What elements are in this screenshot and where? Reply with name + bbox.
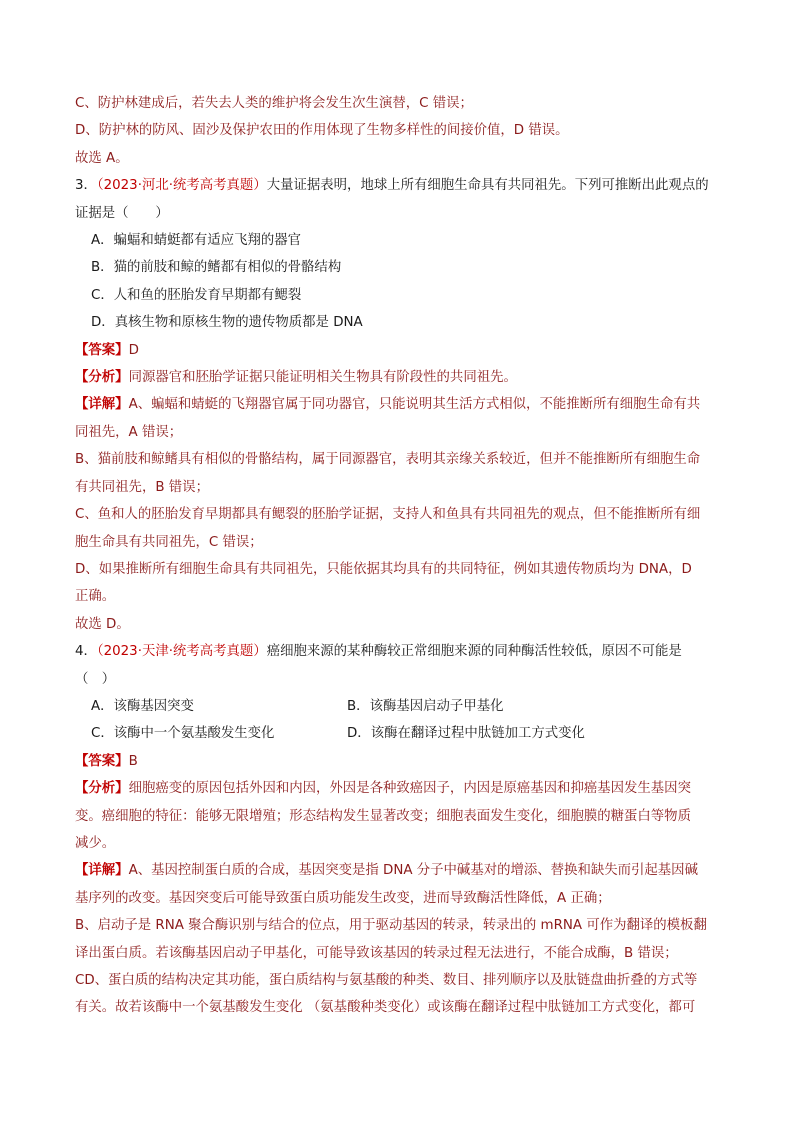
q3-option-a: A．蝙蝠和蜻蜓都有适应飞翔的器官 bbox=[91, 233, 302, 249]
q4-number: 4． bbox=[75, 644, 97, 660]
q3-detail-text: A、蝙蝠和蜻蜓的飞翔器官属于同功器官，只能说明其生活方式相似，不能推断所有细胞生命有共 bbox=[128, 397, 701, 413]
q3-option-d: D．真核生物和原核生物的遗传物质都是 DNA bbox=[91, 315, 363, 331]
q3-answer-value: D bbox=[128, 342, 139, 358]
q4-analysis-text: 细胞癌变的原因包括外因和内因，外因是各种致癌因子，内因是原癌基因和抑癌基因发生基因突 bbox=[128, 781, 691, 797]
q4-detail-text: A、基因控制蛋白质的合成，基因突变是指 DNA 分子中碱基对的增添、替换和缺失而引起基因碱 bbox=[128, 863, 698, 879]
q3-detail-line8: 正确。 bbox=[75, 589, 116, 605]
q4-detail-line3: B、启动子是 RNA 聚合酶识别与结合的位点，用于驱动基因的转录，转录出的 mRNA 可作为翻译的模板翻 bbox=[75, 918, 707, 934]
q4-analysis-line2: 变。癌细胞的特征：能够无限增殖；形态结构发生显著改变；细胞表面发生变化，细胞膜的糖蛋白等物质 bbox=[75, 808, 691, 824]
q4-source: （2023·天津·统考高考真题） bbox=[96, 644, 267, 660]
q4-answer-value: B bbox=[128, 753, 138, 769]
document-content bbox=[75, 90, 725, 1022]
q4-option-d: D．该酶在翻译过程中肽链加工方式变化 bbox=[347, 726, 585, 742]
q3-stem-line2: 证据是（ ） bbox=[75, 205, 169, 221]
q3-detail-tag: 【详解】 bbox=[75, 397, 129, 413]
q4-detail-line4: 译出蛋白质。若该酶基因启动子甲基化，可能导致该基因的转录过程无法进行，不能合成酶，B 错误； bbox=[75, 945, 678, 961]
q3-answer bbox=[75, 337, 725, 364]
q3-detail-line1 bbox=[75, 391, 725, 418]
q4-detail-line5: CD、蛋白质的结构决定其功能，蛋白质结构与氨基酸的种类、数目、排列顺序以及肽链盘曲折叠的方式等 bbox=[75, 973, 698, 988]
q3-option-b: B．猫的前肢和鲸的鳍都有相似的骨骼结构 bbox=[91, 260, 342, 276]
q4-analysis-tag: 【分析】 bbox=[75, 781, 129, 797]
q4-detail-line1 bbox=[75, 857, 725, 884]
q3-source: （2023·河北·统考高考真题） bbox=[96, 178, 267, 194]
q3-analysis-tag: 【分析】 bbox=[75, 370, 129, 386]
q4-analysis-line1 bbox=[75, 775, 725, 802]
q4-detail-tag: 【详解】 bbox=[75, 863, 129, 879]
q3-analysis bbox=[75, 364, 725, 391]
q4-option-a: A．该酶基因突变 bbox=[91, 698, 194, 714]
q3-answer-tag: 【答案】 bbox=[75, 342, 129, 358]
q3-detail-line2: 同祖先，A 错误； bbox=[75, 424, 183, 440]
q4-analysis-line3: 减少。 bbox=[75, 835, 116, 851]
q3-number: 3． bbox=[75, 178, 97, 194]
q3-detail-line4: 有共同祖先，B 错误； bbox=[75, 479, 209, 495]
q3-option-c: C．人和鱼的胚胎发育早期都有鳃裂 bbox=[91, 287, 302, 303]
q3-detail-line5: C、鱼和人的胚胎发育早期都具有鳃裂的胚胎学证据，支持人和鱼具有共同祖先的观点，但不能推断所有细 bbox=[75, 507, 701, 523]
q4-options-row2 bbox=[75, 720, 725, 747]
q4-stem-text: 癌细胞来源的某种酶较正常细胞来源的同种酶活性较低，原因不可能是 bbox=[266, 644, 682, 660]
q4-detail-line6: 有关。故若该酶中一个氨基酸发生变化 （氨基酸种类变化）或该酶在翻译过程中肽链加工方式变化，都可 bbox=[75, 1000, 696, 1016]
prev-option-d-explanation: D、防护林的防风、固沙及保护农田的作用体现了生物多样性的间接价值，D 错误。 bbox=[75, 123, 569, 139]
q3-detail-line6: 胞生命具有共同祖先，C 错误； bbox=[75, 534, 263, 550]
prev-option-c-explanation: C、防护林建成后，若失去人类的维护将会发生次生演替，C 错误； bbox=[75, 96, 473, 111]
q4-stem-line2: （ ） bbox=[75, 671, 116, 687]
q3-analysis-text: 同源器官和胚胎学证据只能证明相关生物具有阶段性的共同祖先。 bbox=[128, 370, 517, 386]
q3-choice: 故选 D。 bbox=[75, 616, 130, 632]
q3-detail-line3: B、猫前肢和鲸鳍具有相似的骨骼结构，属于同源器官，表明其亲缘关系较近，但并不能推断所有细胞生命 bbox=[75, 452, 701, 468]
q4-option-b: B．该酶基因启动子甲基化 bbox=[347, 698, 504, 714]
q4-options-row1 bbox=[75, 693, 725, 720]
q3-stem-text: 大量证据表明，地球上所有细胞生命具有共同祖先。下列可推断出此观点的 bbox=[266, 178, 709, 194]
q3-detail-line7: D、如果推断所有细胞生命具有共同祖先，只能依据其均具有的共同特征，例如其遗传物质均为 DNA，D bbox=[75, 561, 692, 577]
q4-stem-line1 bbox=[75, 638, 725, 665]
q4-detail-line2: 基序列的改变。基因突变后可能导致蛋白质功能发生改变，进而导致酶活性降低，A 正确； bbox=[75, 890, 611, 906]
q4-answer bbox=[75, 748, 725, 775]
q4-answer-tag: 【答案】 bbox=[75, 753, 129, 769]
q3-stem-line1 bbox=[75, 172, 725, 199]
prev-choice: 故选 A。 bbox=[75, 150, 129, 166]
q4-option-c: C．该酶中一个氨基酸发生变化 bbox=[91, 726, 275, 742]
